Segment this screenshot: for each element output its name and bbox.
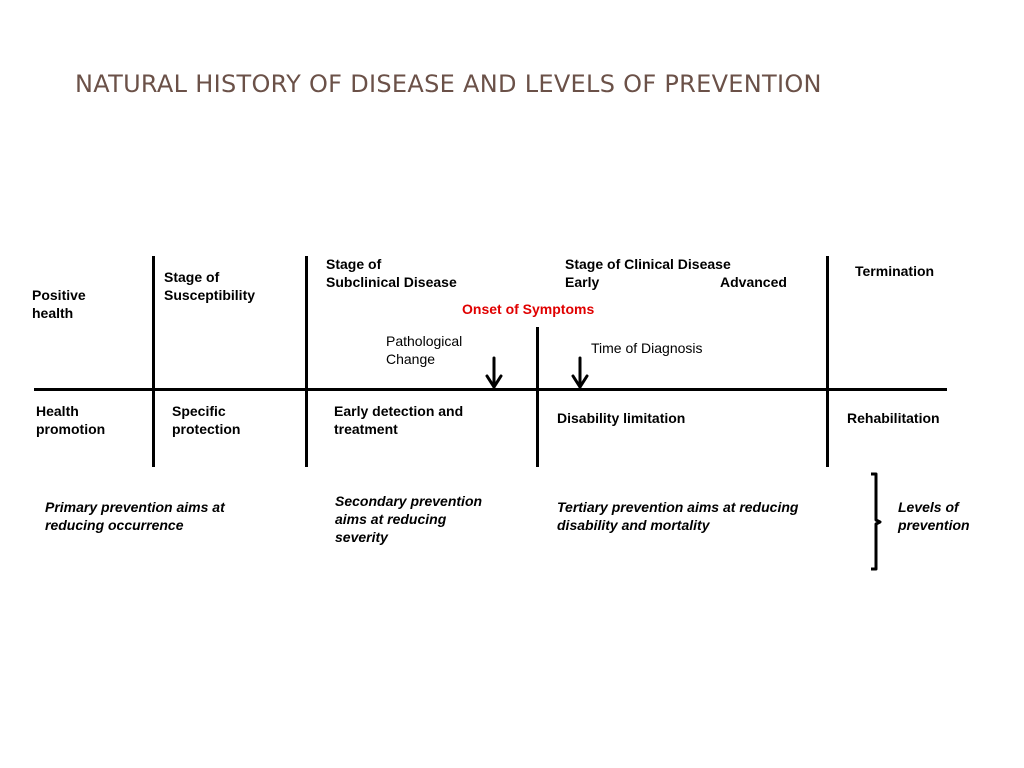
intervention-early-detection: Early detection and treatment [334,403,464,437]
time-of-diagnosis-label: Time of Diagnosis [591,340,703,356]
levels-of-prevention: Levels of prevention [898,499,970,533]
pathological-change-arrow [487,358,501,387]
primary-prevention: Primary prevention aims at reducing occurrence [45,499,225,533]
stage-positive-health: Positive health [32,287,86,321]
stage-clinical: Stage of Clinical Disease [565,256,731,272]
stage-termination: Termination [855,263,935,279]
onset-of-symptoms: Onset of Symptoms [462,301,595,317]
secondary-prevention: Secondary prevention aims at reducing severity [335,493,483,545]
stage-clinical-advanced: Advanced [720,274,787,290]
levels-bracket [871,474,880,569]
pathological-change-label: Pathological Change [386,333,463,367]
intervention-rehabilitation: Rehabilitation [847,410,940,426]
intervention-specific-protection: Specific protection [172,403,241,437]
stage-clinical-early: Early [565,274,600,290]
intervention-health-promotion: Health promotion [36,403,106,437]
tertiary-prevention: Tertiary prevention aims at reducing disability and mortality [557,499,799,533]
time-of-diagnosis-arrow [573,358,587,387]
stage-subclinical: Stage of Subclinical Disease [326,256,457,290]
intervention-disability-limitation: Disability limitation [557,410,686,426]
page-title: NATURAL HISTORY OF DISEASE AND LEVELS OF PREVENTION [75,70,822,98]
stage-susceptibility: Stage of Susceptibility [164,269,256,303]
